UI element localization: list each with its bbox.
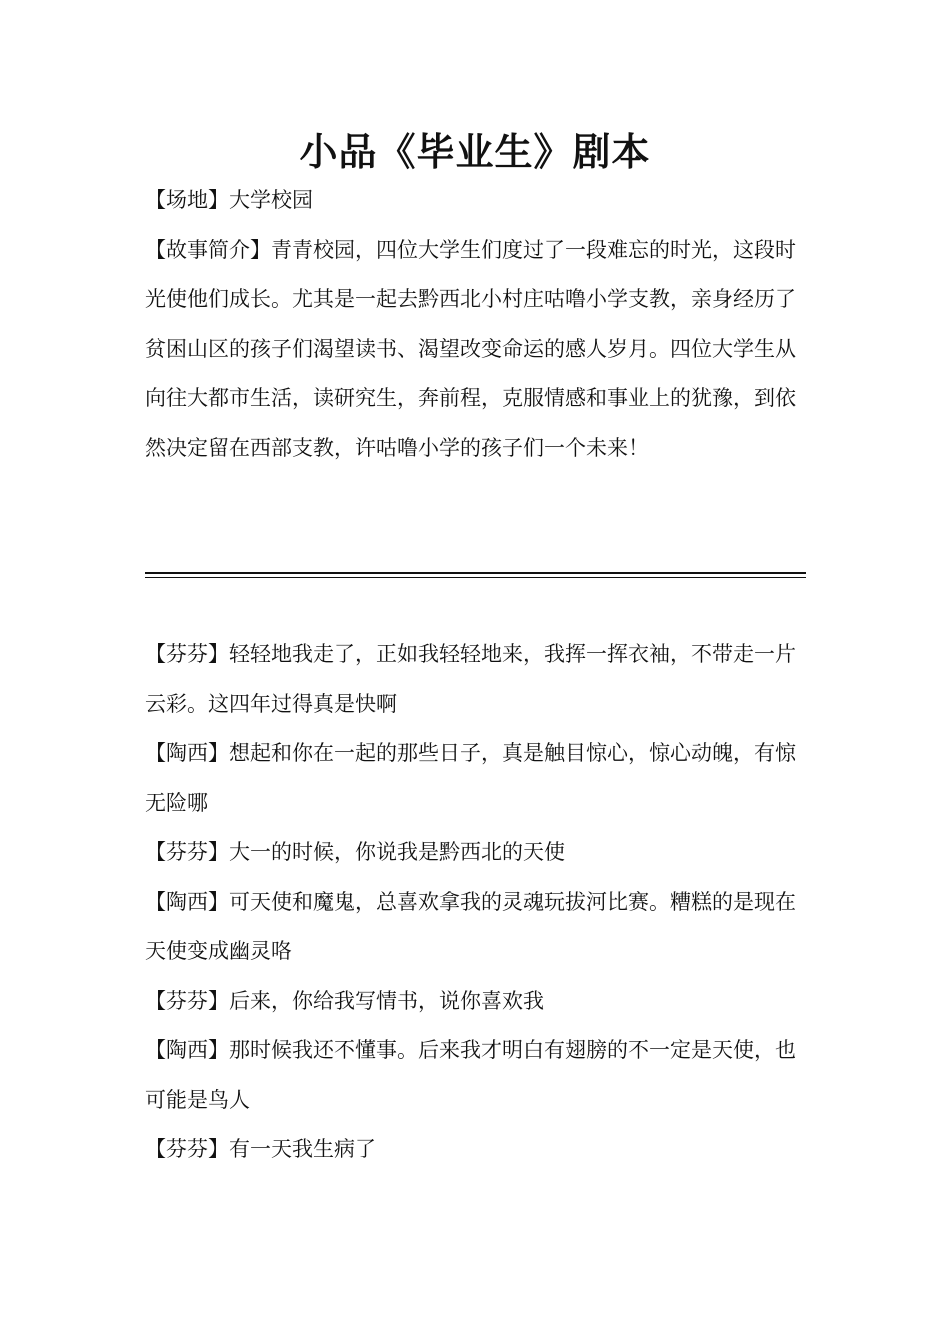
divider-line-thick [145,572,806,574]
dialogue-section [145,630,810,1175]
dialogue-line: 【陶西】想起和你在一起的那些日子，真是触目惊心，惊心动魄，有惊无险哪 [145,741,796,815]
dialogue-line: 【芬芬】大一的时候，你说我是黔西北的天使 [145,840,565,864]
dialogue-line: 【芬芬】后来，你给我写情书，说你喜欢我 [145,988,544,1013]
dialogue-line: 【芬芬】有一天我生病了 [145,1137,376,1161]
divider-line-thin [145,577,806,578]
synopsis-paragraph: 【故事简介】青青校园，四位大学生们度过了一段难忘的时光，这段时光使他们成长。尤其是一起去黔西北小村庄咕噜小学支教，亲身经历了贫困山区的孩子们渴望读书、渴望改变命运的感人岁月。四位大学生从向往大都市生活，读研究生，奔前程，克服情感和事业上的犹豫，到依然决定留在西部支教，许咕噜小学的孩子们一个未来！ [145,237,796,460]
intro-section [145,176,810,473]
venue-line: 【场地】大学校园 [145,188,313,212]
dialogue-line: 【陶西】那时候我还不懂事。后来我才明白有翅膀的不一定是天使，也可能是鸟人 [145,1038,796,1112]
dialogue-line: 【陶西】可天使和魔鬼，总喜欢拿我的灵魂玩拔河比赛。糟糕的是现在天使变成幽灵咯 [145,889,796,963]
page-title: 小品《毕业生》剧本 [299,129,651,174]
dialogue-line: 【芬芬】轻轻地我走了，正如我轻轻地来，我挥一挥衣袖，不带走一片云彩。这四年过得真是快啊 [145,642,796,716]
